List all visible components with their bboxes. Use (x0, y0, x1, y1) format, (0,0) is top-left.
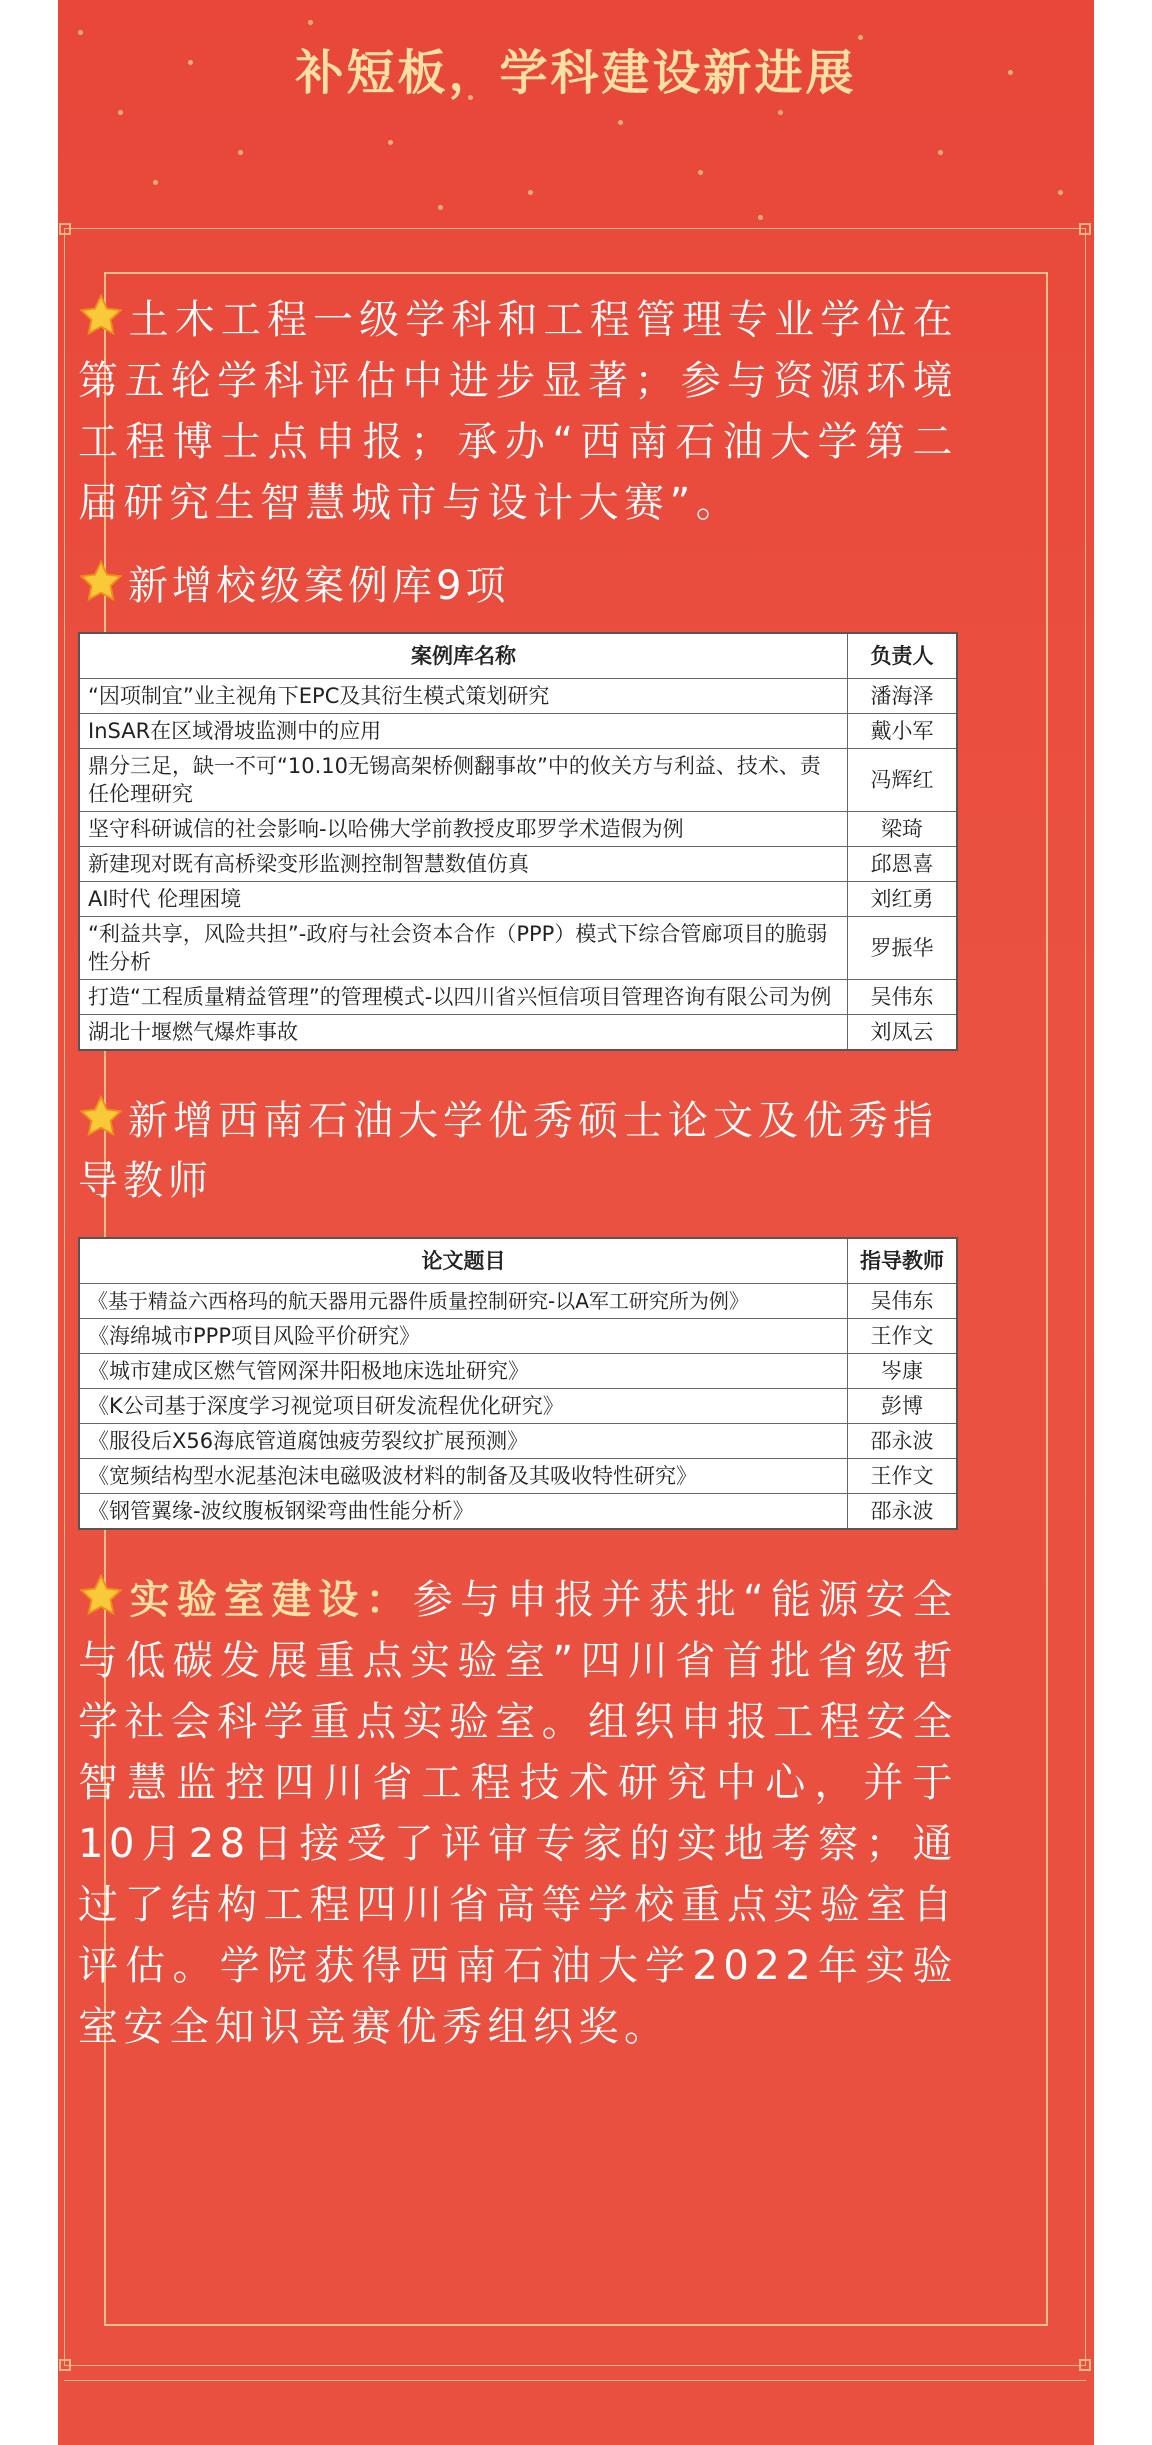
case-title: 新建现对既有高桥梁变形监测控制智慧数值仿真 (79, 847, 848, 882)
thesis-advisor: 岑康 (848, 1354, 958, 1389)
table-row (79, 847, 957, 882)
table-row (79, 1459, 957, 1494)
case-owner: 潘海泽 (848, 679, 958, 714)
case-owner: 刘红勇 (848, 882, 958, 917)
table-header-row (79, 1238, 957, 1284)
table-row (79, 980, 957, 1015)
case-owner: 梁琦 (848, 812, 958, 847)
table-row (79, 1424, 957, 1459)
thesis-heading (78, 1091, 958, 1211)
case-owner: 吴伟东 (848, 980, 958, 1015)
table-row (79, 1015, 957, 1051)
thesis-advisor: 邵永波 (848, 1424, 958, 1459)
case-title: “利益共享，风险共担”-政府与社会资本合作（PPP）模式下综合管廊项目的脆弱性分析 (79, 917, 848, 980)
lab-label: 实验室建设： (128, 1577, 413, 1623)
table-row (79, 882, 957, 917)
thesis-advisor: 王作文 (848, 1319, 958, 1354)
thesis-table (78, 1237, 958, 1530)
thesis-title: 《服役后X56海底管道腐蚀疲劳裂纹扩展预测》 (79, 1424, 848, 1459)
thesis-advisor: 邵永波 (848, 1494, 958, 1530)
case-owner: 邱恩喜 (848, 847, 958, 882)
table-row (79, 749, 957, 812)
star-icon (78, 1094, 124, 1140)
case-title: “因项制宜”业主视角下EPC及其衍生模式策划研究 (79, 679, 848, 714)
column-header: 论文题目 (79, 1238, 848, 1284)
thesis-advisor: 吴伟东 (848, 1284, 958, 1319)
thesis-advisor: 王作文 (848, 1459, 958, 1494)
thesis-title: 《钢管翼缘-波纹腹板钢梁弯曲性能分析》 (79, 1494, 848, 1530)
star-icon (78, 559, 124, 605)
column-header: 指导教师 (848, 1238, 958, 1284)
column-header: 案例库名称 (79, 633, 848, 679)
table-row (79, 1354, 957, 1389)
case-title: 鼎分三足，缺一不可“10.10无锡高架桥侧翻事故”中的攸关方与利益、技术、责任伦理研究 (79, 749, 848, 812)
case-title: InSAR在区域滑坡监测中的应用 (79, 714, 848, 749)
case-heading (78, 556, 958, 616)
main-content (78, 290, 958, 2058)
thesis-title: 《海绵城市PPP项目风险平价研究》 (79, 1319, 848, 1354)
case-owner: 罗振华 (848, 917, 958, 980)
case-title: 坚守科研诚信的社会影响-以哈佛大学前教授皮耶罗学术造假为例 (79, 812, 848, 847)
case-heading-text: 新增校级案例库9项 (128, 563, 510, 609)
page-title: 补短板，学科建设新进展 (295, 45, 857, 101)
case-owner: 戴小军 (848, 714, 958, 749)
table-row (79, 1284, 957, 1319)
thesis-heading-text: 新增西南石油大学优秀硕士论文及优秀指导教师 (78, 1098, 938, 1204)
table-row (79, 1319, 957, 1354)
thesis-title: 《K公司基于深度学习视觉项目研发流程优化研究》 (79, 1389, 848, 1424)
star-icon (78, 293, 124, 339)
case-title: 打造“工程质量精益管理”的管理模式-以四川省兴恒信项目管理咨询有限公司为例 (79, 980, 848, 1015)
column-header: 负责人 (848, 633, 958, 679)
case-title: 湖北十堰燃气爆炸事故 (79, 1015, 848, 1051)
table-row (79, 917, 957, 980)
divider (64, 2380, 1086, 2381)
intro-text: 土木工程一级学科和工程管理专业学位在第五轮学科评估中进步显著；参与资源环境工程博士点申报；承办“西南石油大学第二届研究生智慧城市与设计大赛”。 (78, 297, 958, 526)
thesis-title: 《城市建成区燃气管网深井阳极地床选址研究》 (79, 1354, 848, 1389)
thesis-title: 《宽频结构型水泥基泡沫电磁吸波材料的制备及其吸收特性研究》 (79, 1459, 848, 1494)
case-title: AI时代 伦理困境 (79, 882, 848, 917)
table-row (79, 679, 957, 714)
thesis-advisor: 彭博 (848, 1389, 958, 1424)
case-table (78, 632, 958, 1051)
lab-paragraph (78, 1570, 958, 2058)
case-owner: 冯辉红 (848, 749, 958, 812)
star-icon (78, 1573, 124, 1619)
thesis-title: 《基于精益六西格玛的航天器用元器件质量控制研究-以A军工研究所为例》 (79, 1284, 848, 1319)
table-header-row (79, 633, 957, 679)
case-owner: 刘凤云 (848, 1015, 958, 1051)
intro-paragraph (78, 290, 958, 534)
table-row (79, 1389, 957, 1424)
table-row (79, 1494, 957, 1530)
table-row (79, 812, 957, 847)
table-row (79, 714, 957, 749)
lab-text: 参与申报并获批“能源安全与低碳发展重点实验室”四川省首批省级哲学社会科学重点实验室。组织申报工程安全智慧监控四川省工程技术研究中心，并于10月28日接受了评审专家的实地考察；通过了结构工程四川省高等学校重点实验室自评估。学院获得西南石油大学2022年实验室安全知识竞赛优秀组织奖。 (78, 1577, 958, 2050)
